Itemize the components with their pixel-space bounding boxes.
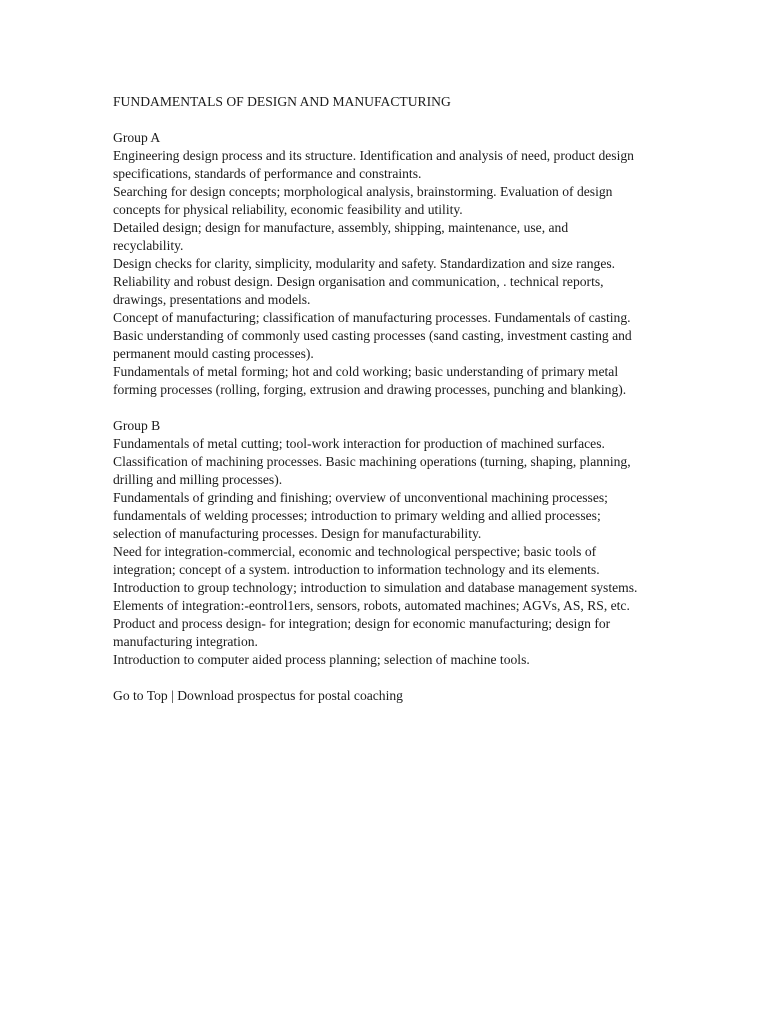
group-b-heading: Group B bbox=[113, 418, 161, 433]
paragraph: Concept of manufacturing; classification of manufacturing processes. Fundamentals of casting. Basic understanding of commonly used casting processes (sand casting, investment casting and permanent mould casting processes). bbox=[113, 310, 632, 361]
footer-separator: | bbox=[167, 688, 178, 703]
paragraph: Need for integration-commercial, economic and technological perspective; basic tools of integration; concept of a system. introduction to information technology and its elements. bbox=[113, 544, 600, 577]
paragraph: Searching for design concepts; morphological analysis, brainstorming. Evaluation of design concepts for physical reliability, economic feasibility and utility. bbox=[113, 184, 613, 217]
paragraph: Engineering design process and its structure. Identification and analysis of need, product design specifications, standards of performance and constraints. bbox=[113, 148, 634, 181]
footer-links bbox=[113, 687, 641, 705]
group-b-section bbox=[113, 417, 641, 669]
paragraph: Product and process design- for integration; design for economic manufacturing; design for manufacturing integration. bbox=[113, 616, 611, 649]
download-prospectus-link[interactable]: Download prospectus for postal coaching bbox=[177, 688, 403, 703]
paragraph: Introduction to group technology; introduction to simulation and database management systems. bbox=[113, 580, 638, 595]
document-title: FUNDAMENTALS OF DESIGN AND MANUFACTURING bbox=[113, 94, 451, 109]
document-page bbox=[113, 93, 641, 705]
paragraph: Fundamentals of grinding and finishing; overview of unconventional machining processes; fundamentals of welding processes; introduction to primary welding and allied processes; selection of manufacturing processes. Design for manufacturability. bbox=[113, 490, 608, 541]
paragraph: Introduction to computer aided process planning; selection of machine tools. bbox=[113, 652, 530, 667]
paragraph: Fundamentals of metal forming; hot and cold working; basic understanding of primary metal forming processes (rolling, forging, extrusion and drawing processes, punching and blanking). bbox=[113, 364, 627, 397]
paragraph: Fundamentals of metal cutting; tool-work interaction for production of machined surfaces. Classification of machining processes. Basic machining operations (turning, shaping, planning, drilling and milling processes). bbox=[113, 436, 631, 487]
group-a-heading: Group A bbox=[113, 130, 161, 145]
group-a-section bbox=[113, 129, 641, 399]
paragraph: Detailed design; design for manufacture, assembly, shipping, maintenance, use, and recyclability. bbox=[113, 220, 569, 253]
go-to-top-link[interactable]: Go to Top bbox=[113, 688, 168, 703]
paragraph: Elements of integration:-eontrol1ers, sensors, robots, automated machines; AGVs, AS, RS, etc. bbox=[113, 598, 630, 613]
paragraph: Design checks for clarity, simplicity, modularity and safety. Standardization and size ranges. Reliability and robust design. Design organisation and communication, . technical reports, drawings, presentations and models. bbox=[113, 256, 616, 307]
